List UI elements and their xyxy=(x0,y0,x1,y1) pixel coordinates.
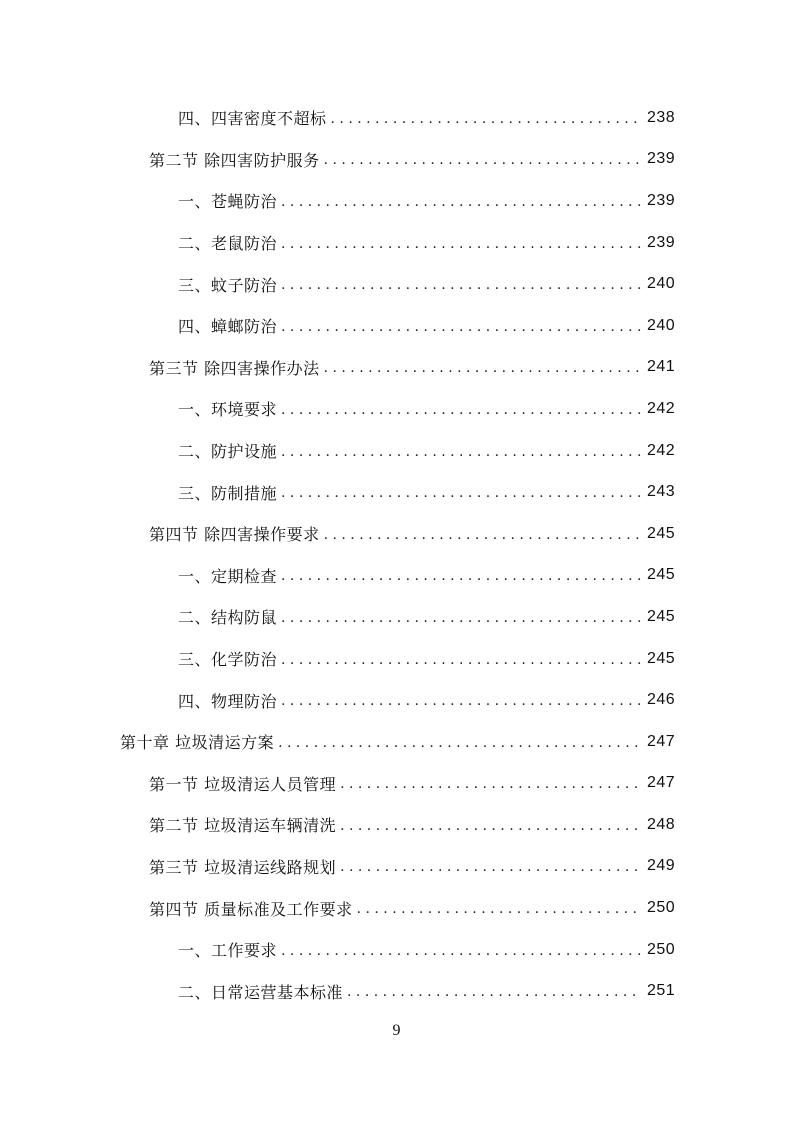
toc-entry[interactable] xyxy=(0,388,793,430)
toc-leader-dots xyxy=(281,610,641,626)
toc-entry-page: 239 xyxy=(647,150,676,168)
toc-entry[interactable] xyxy=(0,721,793,763)
toc-entry[interactable] xyxy=(0,887,793,929)
toc-entry[interactable] xyxy=(0,471,793,513)
toc-leader-dots xyxy=(281,402,641,418)
toc-entry-page: 251 xyxy=(647,982,676,1000)
toc-entry[interactable] xyxy=(0,263,793,305)
toc-leader-dots xyxy=(281,277,641,293)
toc-leader-dots xyxy=(281,485,641,501)
toc-leader-dots xyxy=(340,818,641,834)
toc-leader-dots xyxy=(281,693,641,709)
toc-entry[interactable] xyxy=(0,679,793,721)
toc-leader-dots xyxy=(278,735,641,751)
toc-entry-page: 239 xyxy=(647,233,676,251)
toc-leader-dots xyxy=(340,776,641,792)
toc-entry-title: 第二节 垃圾清运车辆清洗 xyxy=(149,816,337,836)
toc-entry-page: 241 xyxy=(647,358,676,376)
table-of-contents xyxy=(0,97,793,1012)
toc-leader-dots xyxy=(281,652,641,668)
toc-entry[interactable] xyxy=(0,180,793,222)
toc-entry-page: 247 xyxy=(647,774,676,792)
toc-entry-title: 二、结构防鼠 xyxy=(178,608,278,628)
toc-leader-dots xyxy=(324,527,641,543)
toc-leader-dots xyxy=(281,319,641,335)
toc-entry-page: 245 xyxy=(647,566,676,584)
toc-entry[interactable] xyxy=(0,139,793,181)
toc-leader-dots xyxy=(340,859,641,875)
toc-entry-page: 246 xyxy=(647,691,676,709)
toc-entry-page: 240 xyxy=(647,275,676,293)
toc-entry-page: 242 xyxy=(647,399,676,417)
toc-leader-dots xyxy=(281,568,641,584)
toc-entry-title: 第二节 除四害防护服务 xyxy=(149,150,320,170)
toc-entry-page: 247 xyxy=(647,732,676,750)
toc-entry[interactable] xyxy=(0,222,793,264)
toc-entry-page: 249 xyxy=(647,857,676,875)
toc-entry-title: 二、老鼠防治 xyxy=(178,234,278,254)
toc-entry-title: 一、工作要求 xyxy=(178,941,278,961)
toc-entry[interactable] xyxy=(0,513,793,555)
toc-leader-dots xyxy=(281,943,641,959)
toc-entry-title: 第三节 垃圾清运线路规划 xyxy=(149,857,337,877)
toc-leader-dots xyxy=(347,984,641,1000)
toc-entry-page: 240 xyxy=(647,316,676,334)
toc-entry-title: 三、化学防治 xyxy=(178,650,278,670)
toc-leader-dots xyxy=(281,444,641,460)
toc-entry[interactable] xyxy=(0,555,793,597)
toc-entry-title: 四、四害密度不超标 xyxy=(178,109,327,129)
toc-entry-page: 242 xyxy=(647,441,676,459)
toc-entry-title: 二、日常运营基本标准 xyxy=(178,982,344,1002)
toc-entry-title: 第三节 除四害操作办法 xyxy=(149,358,320,378)
page-number: 9 xyxy=(392,1022,401,1039)
toc-entry-page: 248 xyxy=(647,815,676,833)
toc-leader-dots xyxy=(331,111,641,127)
toc-entry-title: 三、蚊子防治 xyxy=(178,275,278,295)
toc-entry-title: 第四节 除四害操作要求 xyxy=(149,525,320,545)
toc-entry[interactable] xyxy=(0,638,793,680)
toc-entry[interactable] xyxy=(0,430,793,472)
toc-leader-dots xyxy=(357,901,641,917)
toc-leader-dots xyxy=(324,152,641,168)
toc-entry-title: 一、苍蝇防治 xyxy=(178,192,278,212)
toc-entry[interactable] xyxy=(0,763,793,805)
toc-entry-title: 一、定期检查 xyxy=(178,566,278,586)
toc-entry-page: 245 xyxy=(647,649,676,667)
toc-entry-page: 245 xyxy=(647,607,676,625)
toc-entry[interactable] xyxy=(0,970,793,1012)
toc-entry[interactable] xyxy=(0,596,793,638)
toc-entry[interactable] xyxy=(0,347,793,389)
toc-leader-dots xyxy=(281,194,641,210)
toc-leader-dots xyxy=(281,236,641,252)
toc-entry-page: 250 xyxy=(647,940,676,958)
toc-entry-page: 250 xyxy=(647,899,676,917)
toc-leader-dots xyxy=(324,360,641,376)
toc-entry-title: 第十章 垃圾清运方案 xyxy=(120,733,275,753)
toc-entry-page: 239 xyxy=(647,191,676,209)
toc-entry-title: 一、环境要求 xyxy=(178,400,278,420)
toc-entry[interactable] xyxy=(0,846,793,888)
toc-entry-title: 四、物理防治 xyxy=(178,691,278,711)
toc-entry-page: 238 xyxy=(647,108,676,126)
toc-entry-title: 三、防制措施 xyxy=(178,483,278,503)
toc-entry-title: 第一节 垃圾清运人员管理 xyxy=(149,774,337,794)
toc-entry-page: 243 xyxy=(647,483,676,501)
toc-entry[interactable] xyxy=(0,929,793,971)
toc-entry-title: 二、防护设施 xyxy=(178,442,278,462)
toc-entry[interactable] xyxy=(0,804,793,846)
toc-entry[interactable] xyxy=(0,97,793,139)
toc-entry-title: 四、蟑螂防治 xyxy=(178,317,278,337)
toc-entry-page: 245 xyxy=(647,524,676,542)
toc-entry[interactable] xyxy=(0,305,793,347)
toc-entry-title: 第四节 质量标准及工作要求 xyxy=(149,899,353,919)
